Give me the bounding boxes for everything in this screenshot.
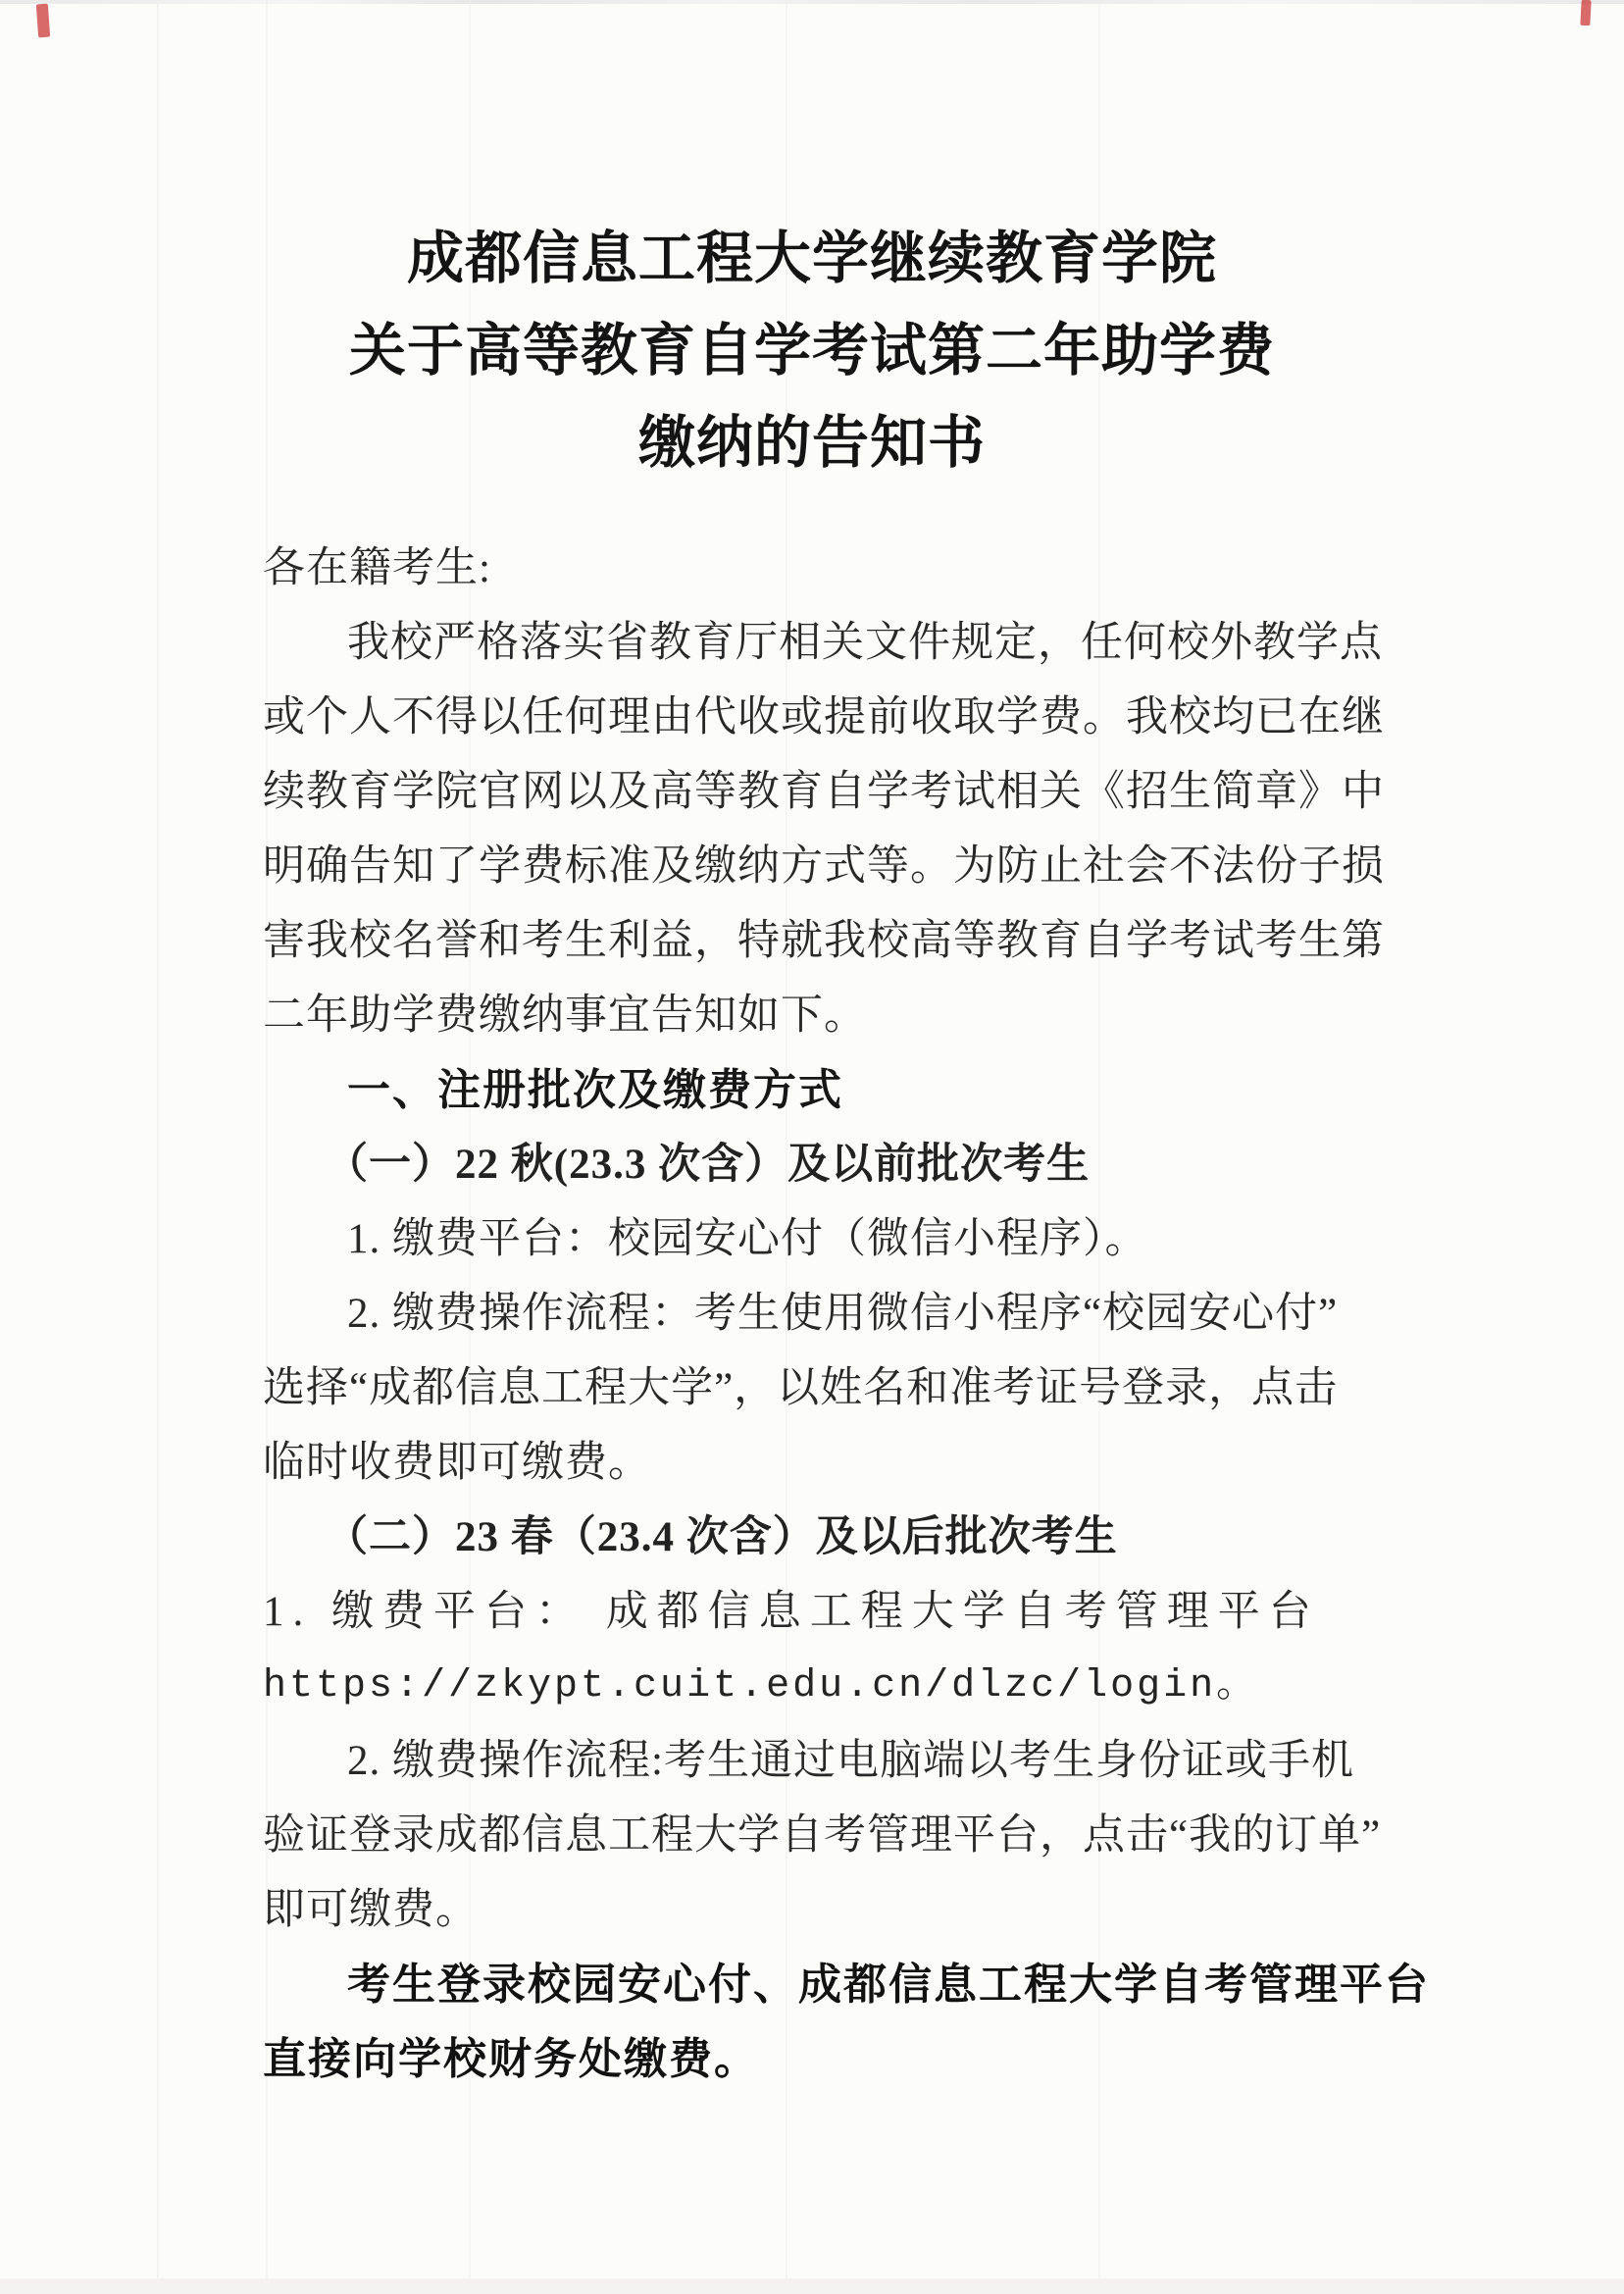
text-line: 续教育学院官网以及高等教育自学考试相关《招生简章》中 [263,769,1385,815]
text-line: （二）23 春（23.4 次含）及以后批次考生 [326,1514,1118,1560]
scanner-top-edge-artifact [0,0,1624,4]
text-line: 1. 缴费平台： 成都信息工程大学自考管理平台 [263,1589,1320,1635]
text-line: 直接向学校财务处缴费。 [263,2035,759,2083]
red-pen-mark-left [36,4,50,38]
document-body [263,532,1430,2097]
document-title-block [0,213,1624,489]
text-line: 各在籍考生: [263,545,491,591]
title-line-3: 缴纳的告知书 [637,411,986,475]
title-line-1: 成都信息工程大学继续教育学院 [406,227,1217,290]
text-line: 明确告知了学费标准及缴纳方式等。为防止社会不法份子损 [263,843,1385,890]
text-line: 一、注册批次及缴费方式 [347,1066,843,1114]
text-line: （一）22 秋(23.3 次含）及以前批次考生 [326,1142,1091,1188]
text-line: 即可缴费。 [263,1887,479,1933]
text-line: 验证登录成都信息工程大学自考管理平台，点击“我的订单” [263,1812,1382,1859]
text-line: 我校严格落实省教育厅相关文件规定，任何校外教学点 [347,620,1383,666]
text-line: 害我校名誉和考生利益，特就我校高等教育自学考试考生第 [263,918,1385,964]
text-line: 选择“成都信息工程大学”，以姓名和准考证号登录，点击 [263,1365,1339,1411]
text-line: https://zkypt.cuit.edu.cn/dlzc/login。 [263,1664,1259,1708]
text-line: 1. 缴费平台：校园安心付（微信小程序）。 [347,1216,1148,1262]
text-line: 二年助学费缴纳事宜告知如下。 [263,993,867,1039]
title-line-2: 关于高等教育自学考试第二年助学费 [348,319,1275,382]
text-line: 临时收费即可缴费。 [263,1440,651,1486]
text-line: 或个人不得以任何理由代收或提前收取学费。我校均已在继 [263,694,1385,740]
text-line: 考生登录校园安心付、成都信息工程大学自考管理平台 [347,1961,1430,2009]
scanner-bottom-band-artifact [0,2278,1624,2294]
text-line: 2. 缴费操作流程：考生使用微信小程序“校园安心付” [347,1291,1339,1337]
red-pen-mark-right [1580,0,1591,25]
text-line: 2. 缴费操作流程:考生通过电脑端以考生身份证或手机 [347,1738,1354,1784]
